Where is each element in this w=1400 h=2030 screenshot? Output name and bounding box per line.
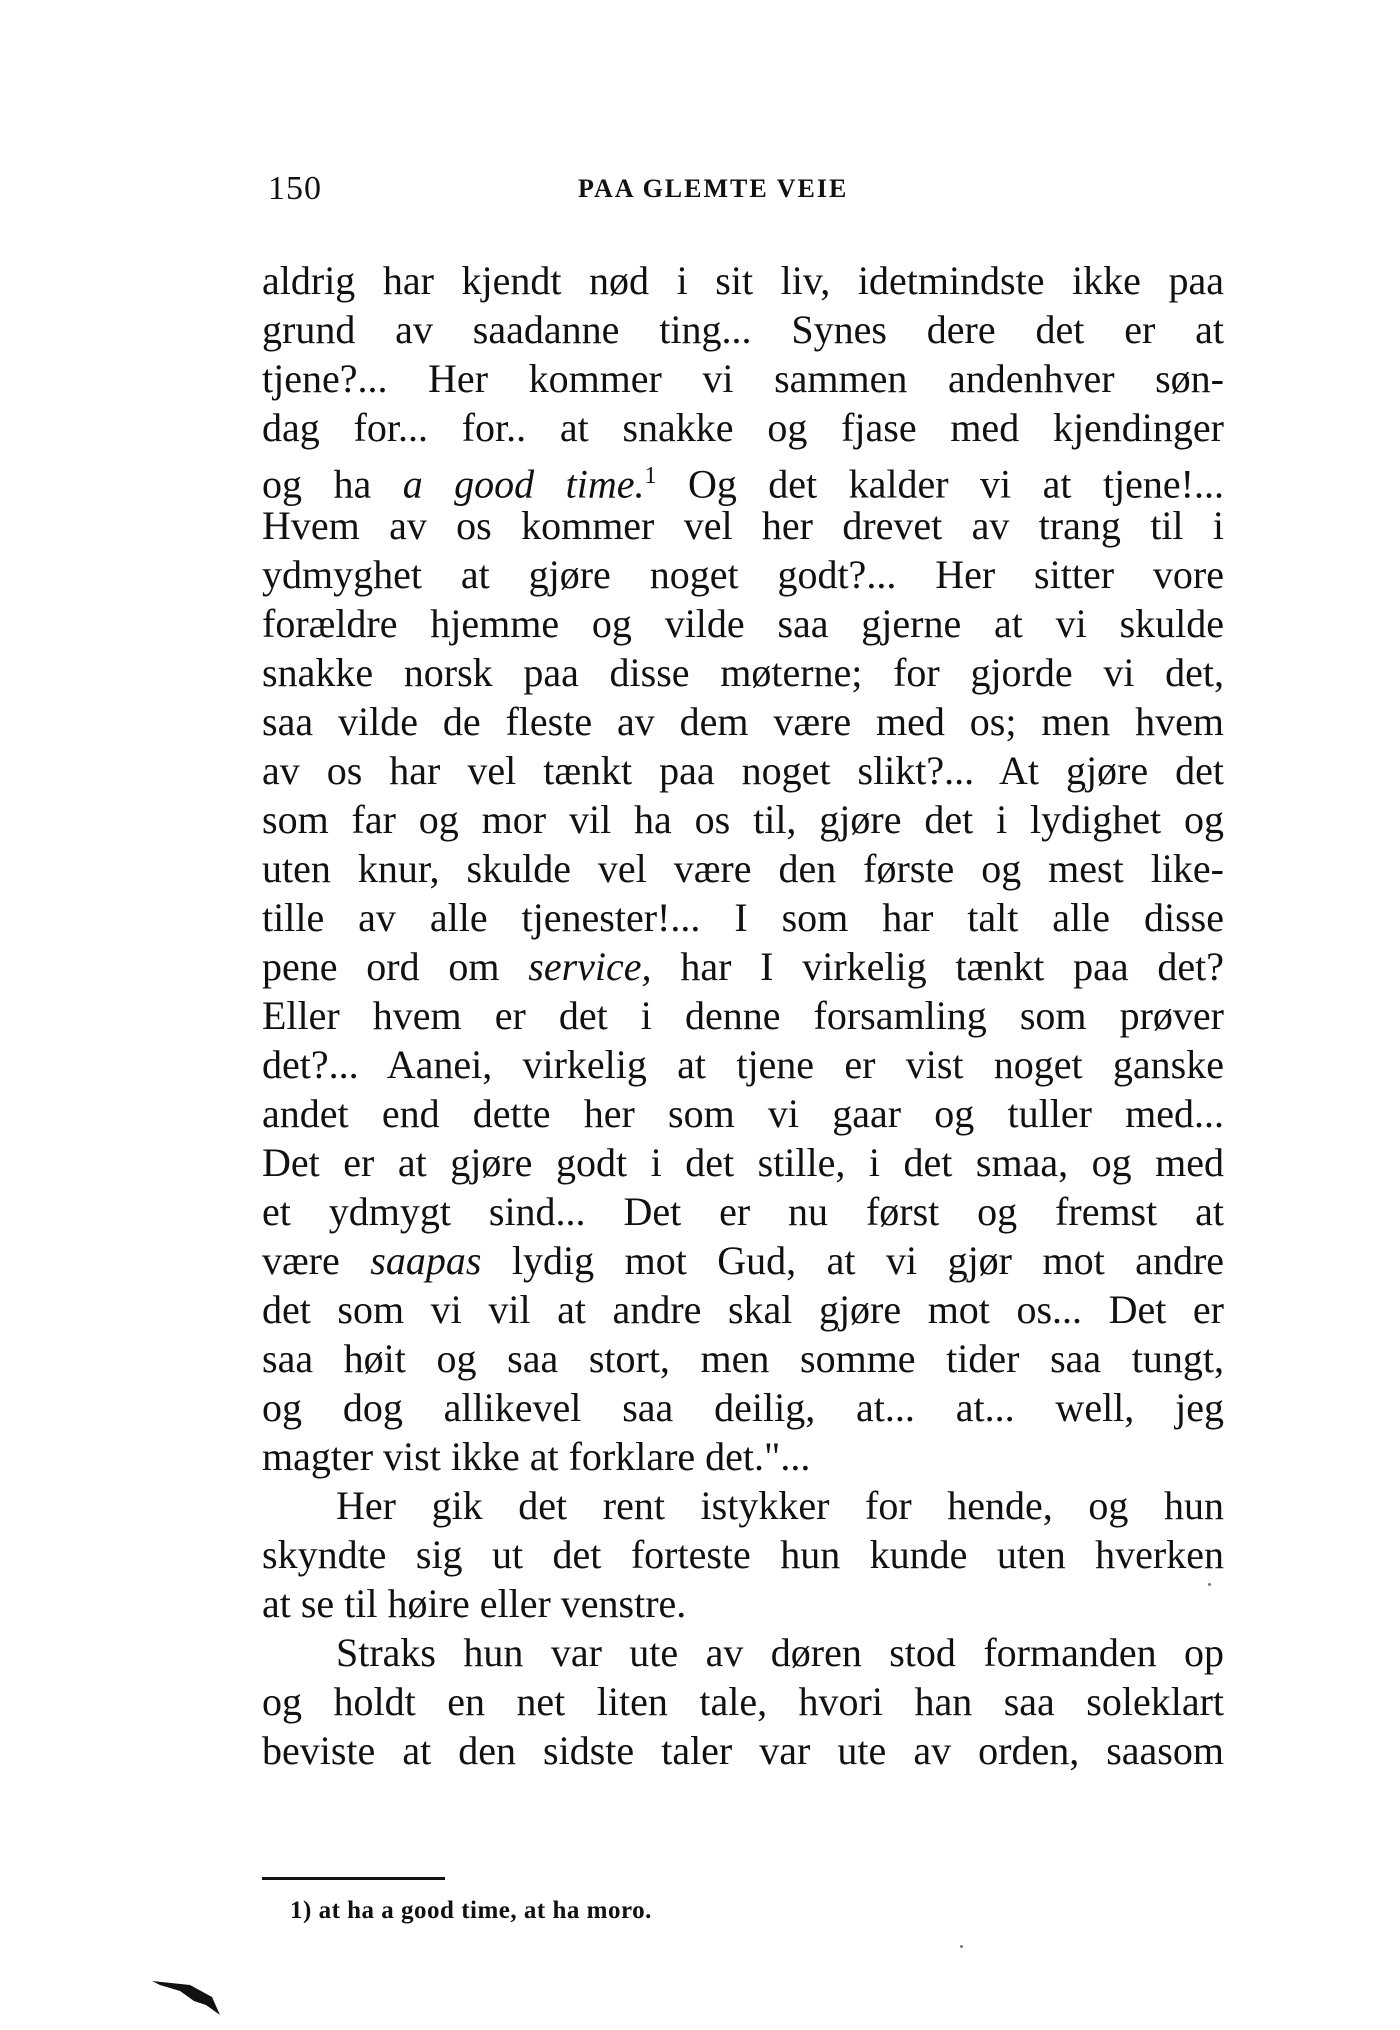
text-line: snakke norsk paa disse møterne; for gjorde vi det, (262, 650, 1224, 695)
text-line: og ha a good time.$^1$ Og det kalder vi at tjene!... (262, 461, 1224, 507)
text-line: Straks hun var ute av døren stod formanden op (336, 1630, 1224, 1675)
text-line: være saapas lydig mot Gud, at vi gjør mot andre (262, 1238, 1225, 1283)
italic-phrase: a good time. (402, 461, 645, 507)
body-text (262, 256, 1224, 1775)
text-line: pene ord om service, har I virkelig tænkt paa det? (262, 944, 1225, 989)
text-line: uten knur, skulde vel være den første og mest like- (262, 846, 1224, 891)
text-line: beviste at den sidste taler var ute av orden, saasom (262, 1728, 1224, 1773)
speck-mark (1208, 1583, 1211, 1586)
italic-phrase: saapas (370, 1238, 482, 1283)
text-line: tille av alle tjenester!... I som har talt alle disse (262, 895, 1224, 940)
text-line: Eller hvem er det i denne forsamling som prøver (262, 993, 1224, 1038)
footnote-divider (262, 1877, 445, 1880)
text-line: Hvem av os kommer vel her drevet av trang til i (262, 503, 1224, 548)
running-title: PAA GLEMTE VEIE (578, 174, 849, 203)
ink-smudge-mark (150, 1975, 240, 2025)
text-line: magter vist ikke at forklare det."... (262, 1434, 811, 1479)
text-line: av os har vel tænkt paa noget slikt?... At gjøre det (262, 748, 1224, 793)
text-line: og dog allikevel saa deilig, at... at... well, jeg (262, 1385, 1224, 1430)
page-number: 150 (268, 170, 322, 207)
text-line: saa høit og saa stort, men somme tider saa tungt, (262, 1336, 1224, 1381)
text-line: at se til høire eller venstre. (262, 1581, 687, 1626)
text-line: dag for... for.. at snakke og fjase med kjendinger (262, 405, 1224, 450)
text-line: ydmyghet at gjøre noget godt?... Her sitter vore (262, 552, 1224, 597)
text-line: grund av saadanne ting... Synes dere det er at (262, 307, 1224, 352)
text-line: som far og mor vil ha os til, gjøre det i lydighet og (262, 797, 1224, 842)
text-line: det som vi vil at andre skal gjøre mot os... Det er (262, 1287, 1224, 1332)
footnote: 1) at ha a good time, at ha moro. (290, 1897, 652, 1924)
italic-phrase: service, (528, 944, 652, 989)
text-line: og holdt en net liten tale, hvori han saa soleklart (262, 1679, 1224, 1724)
text-line: et ydmygt sind... Det er nu først og fremst at (262, 1189, 1224, 1234)
text-line: Her gik det rent istykker for hende, og hun (336, 1483, 1224, 1528)
footnote-marker: 1 (644, 463, 657, 489)
text-line: forældre hjemme og vilde saa gjerne at vi skulde (262, 601, 1224, 646)
text-line: tjene?... Her kommer vi sammen andenhver søn- (262, 356, 1224, 401)
text-line: andet end dette her som vi gaar og tuller med... (262, 1091, 1224, 1136)
text-line: aldrig har kjendt nød i sit liv, idetmindste ikke paa (262, 258, 1224, 303)
text-line: det?... Aanei, virkelig at tjene er vist noget ganske (262, 1042, 1224, 1087)
text-line: skyndte sig ut det forteste hun kunde uten hverken (262, 1532, 1224, 1577)
text-line: saa vilde de fleste av dem være med os; men hvem (262, 699, 1224, 744)
page-header (268, 170, 1218, 210)
text-line: Det er at gjøre godt i det stille, i det smaa, og med (262, 1140, 1224, 1185)
speck-mark (960, 1945, 963, 1948)
